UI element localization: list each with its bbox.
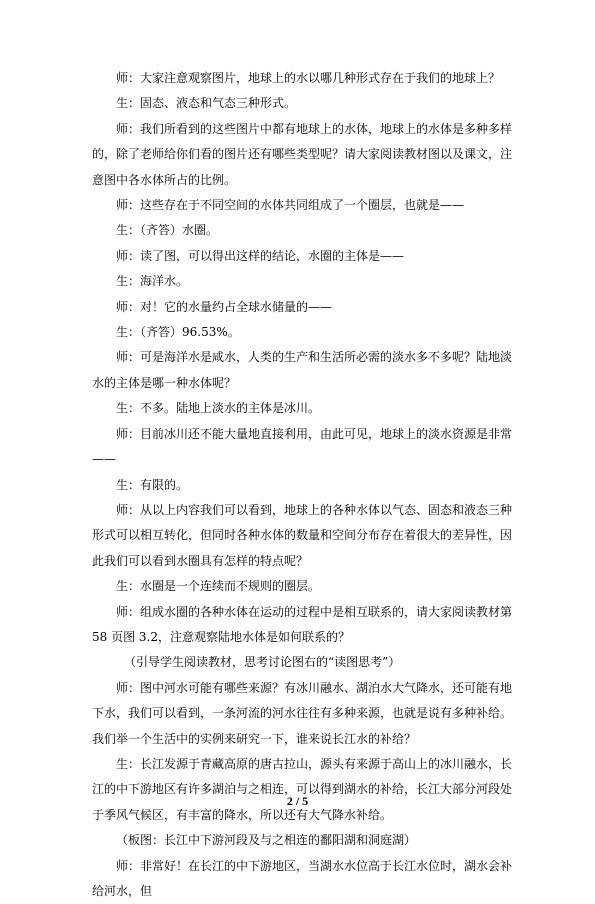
paragraph-17-note: （引导学生阅读教材，思考讨论图右的“读图思考”）	[124, 655, 401, 670]
paragraph-21: 师：非常好！在长江的中下游地区，当湖水水位高于长江水位时，湖水会补给河水，但	[92, 858, 513, 898]
paragraph-3: 师：我们所看到的这些图片中都有地球上的水体，地球上的水体是多种多样的，除了老师给你们看的图片还有哪些类型呢？请大家阅读教材图以及课文，注意图中各水体所占的比例。	[92, 121, 513, 187]
paragraph-8: 师：对！它的水量约占全球水储量的——	[116, 299, 333, 314]
paragraph-18: 师：图中河水可能有哪些来源？有冰川融水、湖泊水大气降水，还可能有地下水，我们可以看到，一条河流的河水往往有多种来源，也就是说有多种补给。我们举一个生活中的实例来研究一下，谁来说长江水的补给？	[92, 680, 513, 746]
paragraph-16: 师：组成水圈的各种水体在运动的过程中是相互联系的，请大家阅读教材第 58 页图 3.2，注意观察陆地水体是如何联系的？	[92, 604, 513, 644]
paragraph-5: 生：（齐答）水圈。	[116, 223, 219, 238]
paragraph-12: 师：目前冰川还不能大量地直接利用，由此可见，地球上的淡水资源是非常——	[92, 426, 513, 467]
paragraph-13: 生：有限的。	[116, 477, 189, 492]
paragraph-14: 师：从以上内容我们可以看到，地球上的各种水体以气态、固态和液态三种形式可以相互转化，但同时各种水体的数量和空间分布存在着很大的差异性，因此我们可以看到水圈具有怎样的特点呢？	[92, 502, 513, 568]
paragraph-6: 师：读了图，可以得出这样的结论，水圈的主体是——	[116, 248, 405, 263]
document-body	[92, 66, 512, 904]
paragraph-10: 师：可是海洋水是咸水，人类的生产和生活所必需的淡水多不多呢？陆地淡水的主体是哪一种水体呢？	[92, 350, 513, 390]
paragraph-9: 生：（齐答）96.53%。	[116, 325, 240, 340]
page-number: 2 / 5	[286, 794, 309, 808]
paragraph-19: 生：长江发源于青藏高原的唐古拉山，源头有来源于高山上的冰川融水，长江的中下游地区有许多湖泊与之相连，可以得到湖水的补给，长江大部分河段处于季风气候区，有丰富的降水，所以还有大气降水补给。	[92, 756, 513, 822]
paragraph-20-board-note: （板图：长江中下游河段及与之相连的鄱阳湖和洞庭湖）	[116, 833, 417, 848]
paragraph-1: 师：大家注意观察图片，地球上的水以哪几种形式存在于我们的地球上？	[116, 71, 501, 85]
paragraph-4: 师：这些存在于不同空间的水体共同组成了一个圈层，也就是——	[116, 198, 465, 213]
paragraph-7: 生：海洋水。	[116, 274, 189, 289]
paragraph-15: 生：水圈是一个连续而不规则的圈层。	[116, 579, 321, 594]
paragraph-2: 生：固态、液态和气态三种形式。	[116, 96, 297, 111]
paragraph-11: 生：不多。陆地上淡水的主体是冰川。	[116, 401, 321, 416]
